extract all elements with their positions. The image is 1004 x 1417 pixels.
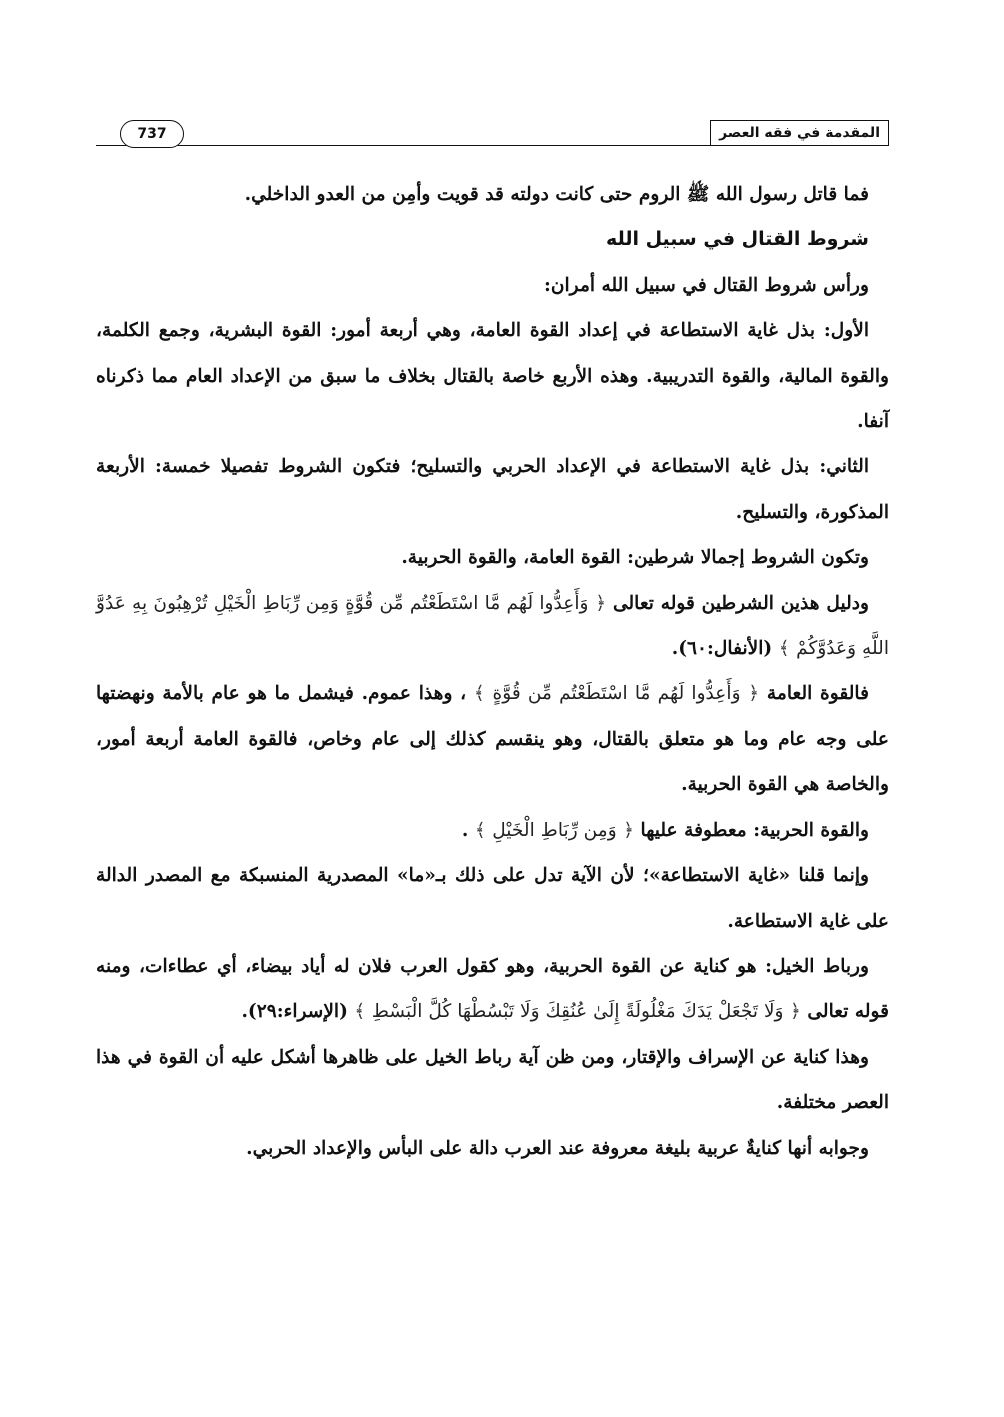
paragraph-10: وإنما قلنا «غاية الاستطاعة»؛ لأن الآية تدل على ذلك بـ«ما» المصدرية المنسبكة مع المصدر الدالة على غاية الاستطاعة. (96, 865, 889, 932)
paragraph-3: ورأس شروط القتال في سبيل الله أمران: (544, 274, 869, 296)
page-header (96, 118, 889, 150)
paragraph-11 (96, 944, 889, 1035)
quran-verse: وَلَا تَجْعَلْ يَدَكَ مَغْلُولَةً إِلَىٰ عُنُقِكَ وَلَا تَبْسُطْهَا كُلَّ الْبَسْطِ (371, 1001, 784, 1023)
section-heading: شروط القتال في سبيل الله (606, 228, 869, 251)
paragraph-8-tail: ، وهذا عموم. فيشمل ما هو عام بالأمة ونهضتها على وجه عام وما هو متعلق بالقتال، وهو ينقسم كذلك إلى عام وخاص، فالقوة العامة أربعة أمور، والخاصة هي القوة الحربية. (96, 683, 889, 796)
verse-open-ornament: ﴿ (623, 819, 635, 841)
verse-open-ornament: ﴿ (595, 592, 607, 614)
paragraph-6: وتكون الشروط إجمالا شرطين: القوة العامة، والقوة الحربية. (401, 547, 869, 569)
paragraph-5: الثاني: بذل غاية الاستطاعة في الإعداد الحربي والتسليح؛ فتكون الشروط تفصيلا خمسة: الأربعة المذكورة، والتسليح. (96, 456, 889, 523)
paragraph-11-lead: ورباط الخيل: هو كناية عن القوة الحربية، وهو كقول العرب فلان له أياد بيضاء، أي عطاءات، ومنه قوله تعالى (96, 955, 889, 1023)
paragraph-12: وهذا كناية عن الإسراف والإقتار، ومن ظن آية رباط الخيل على ظاهرها أشكل عليه أن القوة في هذا العصر مختلفة. (96, 1046, 889, 1114)
verse-open-ornament: ﴿ (790, 1001, 801, 1023)
paragraph-9-tail: . (461, 819, 469, 841)
paragraph-7-tail: (الأنفال:٦٠). (671, 638, 773, 660)
verse-close-ornament: ﴾ (473, 683, 485, 705)
paragraph-13: وجوابه أنها كنايةٌ عربية بليغة معروفة عند العرب دالة على البأس والإعداد الحربي. (246, 1137, 869, 1159)
paragraph-7-lead: ودليل هذين الشرطين قوله تعالى (606, 592, 869, 614)
paragraph-8-lead: فالقوة العامة (759, 683, 869, 705)
verse-close-ornament: ﴾ (354, 1001, 366, 1023)
quran-verse: وَأَعِدُّوا لَهُم مَّا اسْتَطَعْتُم مِّن قُوَّةٍ (492, 683, 741, 705)
page-number: 737 (120, 120, 184, 148)
paragraph-7 (96, 581, 889, 672)
quran-verse: وَأَعِدُّوا لَهُم مَّا اسْتَطَعْتُم مِّن قُوَّةٍ وَمِن رِّبَاطِ الْخَيْلِ تُرْهِبُونَ بِهِ عَدُوَّ اللَّهِ وَعَدُوَّكُمْ (96, 592, 889, 660)
page-body (96, 172, 889, 1171)
verse-close-ornament: ﴾ (474, 819, 486, 841)
paragraph-11-tail: (الإسراء:٢٩). (241, 1001, 348, 1023)
paragraph-8 (96, 671, 889, 807)
paragraph-4: الأول: بذل غاية الاستطاعة في إعداد القوة العامة، وهي أربعة أمور: القوة البشرية، وجمع الكلمة، والقوة المالية، والقوة التدريبية. وهذه الأربع خاصة بالقتال بخلاف ما سبق من الإعداد العام مما ذكرناه آنفا. (96, 320, 889, 433)
book-title: المقدمة في فقه العصر (710, 120, 889, 146)
paragraph-9-lead: والقوة الحربية: معطوفة عليها (634, 819, 869, 841)
quran-verse: وَمِن رِّبَاطِ الْخَيْلِ (492, 819, 617, 841)
paragraph-1: فما قاتل رسول الله ﷺ الروم حتى كانت دولته قد قويت وأمِن من العدو الداخلي. (244, 184, 869, 205)
verse-close-ornament: ﴾ (778, 638, 790, 660)
paragraph-9 (96, 808, 889, 853)
verse-open-ornament: ﴿ (748, 683, 760, 705)
